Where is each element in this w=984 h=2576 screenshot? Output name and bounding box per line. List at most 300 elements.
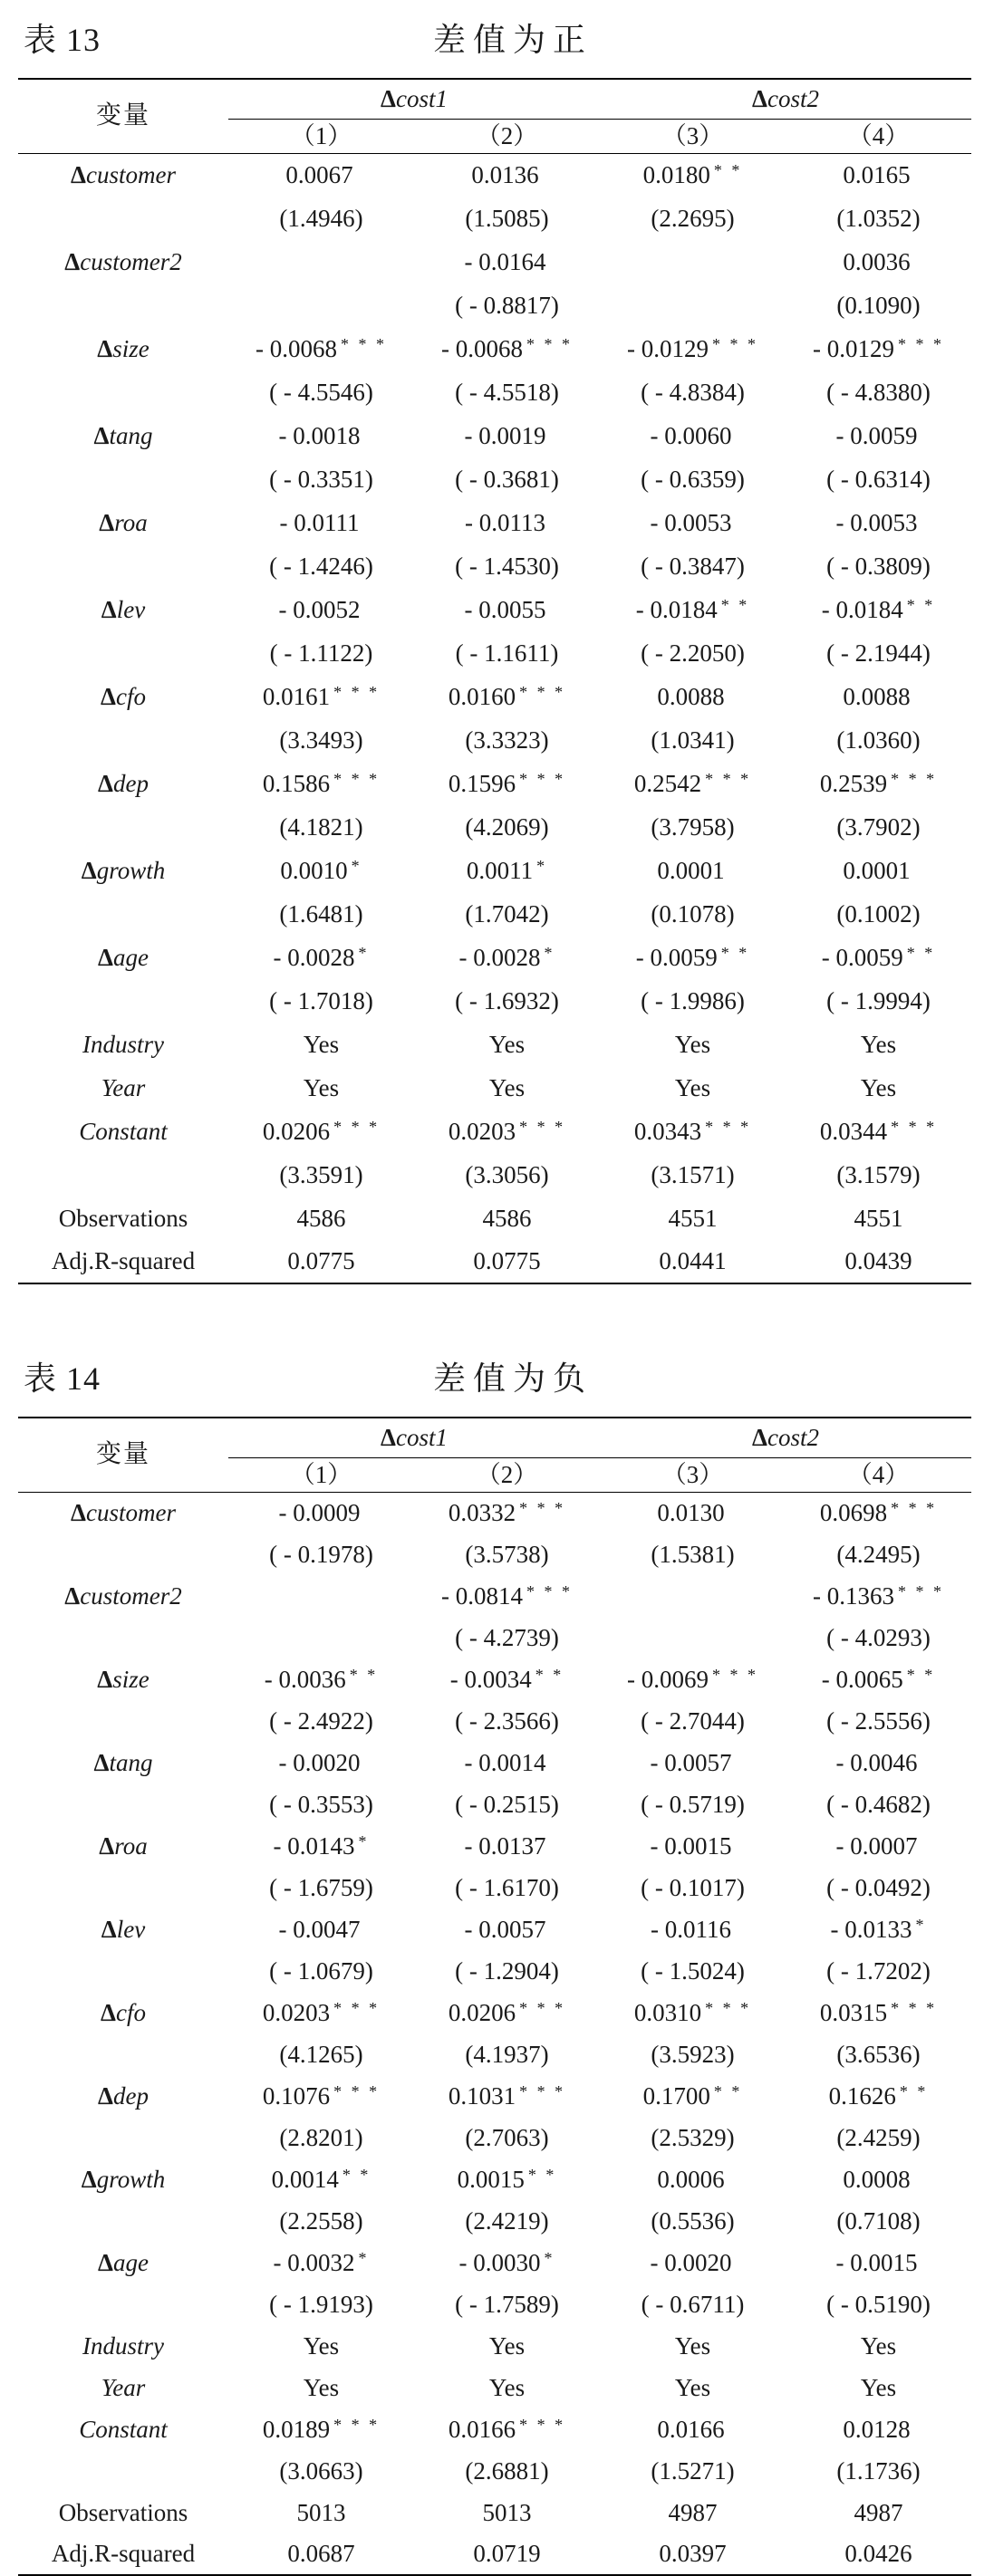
coef-value: 0.0203	[262, 1999, 331, 2026]
coef-value: 0.1031	[448, 2082, 516, 2110]
table-row	[18, 2158, 971, 2200]
coef-value: - 0.0068	[256, 335, 337, 362]
t-stat-cell: (2.2695)	[651, 204, 735, 232]
coef-cell	[228, 936, 414, 979]
t-stat-cell: (2.4219)	[465, 2206, 549, 2235]
coef-value: - 0.0034	[449, 1666, 532, 1693]
coef-cell	[786, 2408, 971, 2450]
coef-value: 0.0165	[843, 161, 911, 189]
row-label-empty	[18, 2117, 228, 2158]
coef-cell	[600, 588, 786, 631]
coef-value: 0.2542	[633, 770, 702, 797]
significance-stars: * *	[342, 2166, 371, 2184]
t-stat-cell: (1.5271)	[651, 2456, 735, 2485]
row-label-empty	[18, 457, 228, 501]
significance-stars: * * *	[519, 1499, 566, 1518]
coef-cell	[228, 1110, 414, 1153]
t-stat-cell: ( - 1.4246)	[269, 552, 373, 580]
t-stat-cell: (0.1002)	[836, 899, 921, 928]
coef-cell	[228, 2158, 414, 2200]
row-label: Δcustomer2	[64, 1581, 182, 1610]
coef-cell	[414, 2158, 600, 2200]
t-stat-cell: (3.3493)	[279, 726, 363, 754]
coef-value: - 0.0059	[635, 944, 718, 971]
coef-cell	[228, 1742, 414, 1783]
coef-value: 0.0203	[448, 1118, 516, 1145]
coef-value: - 0.0060	[650, 422, 732, 449]
coef-value: 0.1700	[642, 2082, 710, 2110]
table-row	[18, 1575, 971, 1617]
coef-value: - 0.0116	[651, 1916, 731, 1943]
coef-cell	[414, 2408, 600, 2450]
coef-value: 0.0166	[448, 2416, 516, 2443]
t-stat-cell: ( - 1.2904)	[455, 1956, 559, 1985]
coef-value: 0.0001	[657, 857, 725, 884]
coef-cell	[600, 1575, 786, 1617]
coef-cell	[414, 936, 600, 979]
significance-stars: * *	[527, 2166, 557, 2184]
table-number: 表 14	[24, 1360, 101, 1397]
fixed-effect-cell: Yes	[860, 2373, 897, 2401]
significance-stars: * * *	[519, 770, 566, 788]
coef-cell	[228, 1908, 414, 1950]
t-stat-cell: ( - 0.8817)	[455, 291, 559, 319]
t-stat-cell: (1.6481)	[279, 899, 363, 928]
significance-stars: * * *	[898, 1582, 944, 1600]
table-row	[18, 197, 971, 240]
t-stat-cell: (2.4259)	[836, 2123, 921, 2151]
table-row	[18, 1153, 971, 1197]
coef-cell	[600, 1908, 786, 1950]
row-label: Constant	[79, 2415, 168, 2443]
coef-value: 0.1076	[262, 2082, 331, 2110]
observations-cell: 4586	[482, 1204, 532, 1232]
table-row	[18, 457, 971, 501]
significance-stars: * *	[535, 1666, 564, 1684]
table-row	[18, 892, 971, 936]
coef-cell	[414, 1575, 600, 1617]
coef-cell	[786, 1110, 971, 1153]
coef-value: - 0.0057	[464, 1916, 546, 1943]
t-stat-cell: (4.1937)	[465, 2040, 549, 2068]
coef-cell	[786, 1658, 971, 1700]
t-stat-cell: (1.5085)	[465, 204, 549, 232]
t-stat-cell: (3.1571)	[651, 1160, 735, 1188]
table-row	[18, 675, 971, 718]
coef-cell	[786, 2075, 971, 2117]
coef-cell	[228, 849, 414, 892]
table-row	[18, 588, 971, 631]
table-row	[18, 805, 971, 849]
row-label: Δsize	[97, 334, 150, 362]
coef-cell	[414, 1825, 600, 1867]
significance-stars: * * *	[891, 1499, 938, 1518]
coef-cell	[414, 327, 600, 370]
significance-stars: * *	[713, 2082, 743, 2100]
row-label-empty	[18, 1950, 228, 1992]
coef-value: 0.0206	[262, 1118, 331, 1145]
coef-cell	[786, 1825, 971, 1867]
fixed-effect-cell: Yes	[674, 2373, 711, 2401]
coef-cell	[786, 1742, 971, 1783]
coef-value: 0.1586	[262, 770, 331, 797]
t-stat-cell: ( - 0.5190)	[826, 2290, 931, 2318]
coef-value: 0.0088	[657, 683, 725, 710]
coef-value: - 0.0164	[464, 248, 546, 275]
row-label: Δtang	[93, 421, 153, 449]
t-stat-cell: ( - 0.6359)	[641, 465, 745, 493]
significance-stars: *	[536, 857, 548, 875]
coef-cell	[786, 1575, 971, 1617]
coef-value: 0.0344	[819, 1118, 888, 1145]
coef-cell	[600, 762, 786, 805]
coef-cell	[600, 414, 786, 457]
t-stat-cell: ( - 2.3566)	[455, 1706, 559, 1735]
table-row	[18, 2200, 971, 2242]
table-row	[18, 2033, 971, 2075]
coef-cell	[414, 1992, 600, 2033]
coef-cell	[228, 675, 414, 718]
significance-stars: * * *	[705, 1118, 752, 1136]
coef-value: - 0.0052	[278, 596, 361, 623]
coef-value: 0.0698	[819, 1499, 888, 1527]
adj-r2-cell: 0.0775	[287, 1247, 355, 1274]
t-stat-cell: ( - 1.1611)	[455, 639, 559, 667]
coef-cell	[414, 1110, 600, 1153]
significance-stars: * * *	[333, 2416, 381, 2434]
adj-r2-cell: 0.0687	[287, 2540, 355, 2567]
coef-value: 0.1596	[448, 770, 516, 797]
row-label-empty	[18, 2283, 228, 2325]
t-stat-cell: ( - 0.2515)	[455, 1790, 559, 1818]
row-label: Δdep	[98, 2081, 149, 2110]
significance-stars: * * *	[891, 1999, 938, 2017]
coef-value: - 0.0009	[278, 1499, 361, 1527]
row-label: Δcfo	[101, 1998, 146, 2026]
t-stat-cell: (2.8201)	[279, 2123, 363, 2151]
group-header-cost2: Δcost2	[600, 1418, 971, 1457]
row-label: Year	[101, 1073, 146, 1101]
coef-value: 0.0015	[457, 2166, 525, 2193]
coef-value: - 0.1363	[813, 1582, 894, 1610]
t-stat-cell: ( - 4.8380)	[826, 378, 931, 406]
coef-cell	[600, 2075, 786, 2117]
row-label: Δtang	[93, 1748, 153, 1776]
t-stat-cell: ( - 1.9986)	[641, 986, 745, 1014]
t-stat-cell: (3.5923)	[651, 2040, 735, 2068]
coef-cell	[786, 2158, 971, 2200]
significance-stars: * *	[899, 2082, 929, 2100]
table-row	[18, 1023, 971, 1066]
t-stat-cell: ( - 0.6711)	[641, 2290, 745, 2318]
significance-stars: *	[358, 1832, 370, 1850]
coef-value: 0.0180	[642, 161, 710, 189]
t-stat-cell	[228, 1617, 414, 1658]
table-row	[18, 1992, 971, 2033]
coef-value: - 0.0046	[835, 1749, 918, 1776]
significance-stars: * * *	[526, 335, 573, 353]
significance-stars: *	[358, 944, 370, 962]
t-stat-cell: ( - 2.2050)	[641, 639, 745, 667]
coef-cell	[786, 240, 971, 284]
coef-cell	[228, 1575, 414, 1617]
coef-cell	[414, 675, 600, 718]
t-stat-cell: ( - 4.0293)	[826, 1623, 931, 1651]
coef-value: - 0.0057	[650, 1749, 732, 1776]
row-label: Adj.R-squared	[51, 2540, 196, 2567]
table-row	[18, 1908, 971, 1950]
table-row	[18, 1867, 971, 1908]
coef-value: 0.0160	[448, 683, 516, 710]
row-label-empty	[18, 1533, 228, 1575]
t-stat-cell: (1.0352)	[836, 204, 921, 232]
t-stat-cell: ( - 0.3553)	[269, 1790, 373, 1818]
t-stat-cell: ( - 1.6932)	[455, 986, 559, 1014]
row-label: Δroa	[99, 508, 148, 536]
fixed-effect-cell: Yes	[488, 2331, 526, 2360]
t-stat-cell	[600, 284, 786, 327]
row-label-empty	[18, 718, 228, 762]
significance-stars: * * *	[333, 2082, 381, 2100]
coef-cell	[228, 240, 414, 284]
fixed-effect-cell: Yes	[488, 1073, 526, 1101]
t-stat-cell: ( - 1.7202)	[826, 1956, 931, 1985]
coef-value: - 0.0014	[464, 1749, 546, 1776]
table-row	[18, 1240, 971, 1283]
t-stat-cell: (0.7108)	[836, 2206, 921, 2235]
coef-cell	[228, 1825, 414, 1867]
t-stat-cell: ( - 1.7589)	[455, 2290, 559, 2318]
coef-value: - 0.0129	[813, 335, 894, 362]
coef-value: 0.0128	[843, 2416, 911, 2443]
coef-value: - 0.0814	[441, 1582, 523, 1610]
table-row	[18, 1110, 971, 1153]
t-stat-cell: ( - 4.5518)	[455, 378, 559, 406]
coef-cell	[786, 762, 971, 805]
coef-value: - 0.0069	[627, 1666, 709, 1693]
t-stat-cell: (1.5381)	[651, 1540, 735, 1568]
coef-cell	[786, 849, 971, 892]
coef-value: 0.0136	[471, 161, 539, 189]
t-stat-cell: ( - 4.2739)	[455, 1623, 559, 1651]
coef-value: 0.0008	[843, 2166, 911, 2193]
coef-cell	[600, 501, 786, 544]
significance-stars: * * *	[712, 1666, 758, 1684]
coef-cell	[786, 588, 971, 631]
variable-header: 变量	[95, 1440, 150, 1469]
coef-cell	[600, 1110, 786, 1153]
coef-cell	[228, 2075, 414, 2117]
t-stat-cell: ( - 1.6170)	[455, 1873, 559, 1901]
row-label: Industry	[82, 2331, 164, 2360]
table-name: 差值为负	[432, 1360, 593, 1397]
coef-value: 0.0161	[262, 683, 331, 710]
significance-stars: * * *	[333, 1118, 381, 1136]
coef-value: 0.0001	[843, 857, 911, 884]
significance-stars: * * *	[519, 683, 566, 701]
column-header: （1）	[290, 121, 352, 149]
column-header: （4）	[847, 121, 910, 149]
table-row	[18, 1066, 971, 1110]
coef-cell	[600, 327, 786, 370]
coef-value: - 0.0053	[835, 509, 918, 536]
coef-value: - 0.0020	[278, 1749, 361, 1776]
row-label: Δage	[98, 943, 149, 971]
coef-cell	[228, 327, 414, 370]
fixed-effect-cell: Yes	[303, 2373, 340, 2401]
coef-cell	[786, 153, 971, 197]
t-stat-cell: (3.0663)	[279, 2456, 363, 2485]
fixed-effect-cell: Yes	[488, 1030, 526, 1058]
fixed-effect-cell: Yes	[674, 2331, 711, 2360]
t-stat-cell: ( - 2.4922)	[269, 1706, 373, 1735]
row-label: Δlev	[101, 1915, 146, 1943]
t-stat-cell: ( - 4.8384)	[641, 378, 745, 406]
significance-stars: *	[915, 1916, 927, 1934]
table-row	[18, 370, 971, 414]
fixed-effect-cell: Yes	[674, 1073, 711, 1101]
t-stat-cell: (4.1821)	[279, 812, 363, 841]
row-label-empty	[18, 2200, 228, 2242]
coef-cell	[786, 327, 971, 370]
group-header-cost2: Δcost2	[600, 79, 971, 119]
coef-cell	[414, 762, 600, 805]
adj-r2-cell: 0.0439	[844, 1247, 912, 1274]
significance-stars: * *	[906, 1666, 936, 1684]
coef-cell	[414, 240, 600, 284]
t-stat-cell: (2.7063)	[465, 2123, 549, 2151]
coef-value: 0.0014	[271, 2166, 339, 2193]
table-row	[18, 631, 971, 675]
row-label: Constant	[79, 1117, 168, 1145]
fixed-effect-cell: Yes	[303, 2331, 340, 2360]
coef-cell	[600, 936, 786, 979]
t-stat-cell: ( - 1.7018)	[269, 986, 373, 1014]
coef-cell	[600, 240, 786, 284]
coef-cell	[228, 2408, 414, 2450]
table-row	[18, 762, 971, 805]
column-header: （1）	[290, 1460, 352, 1488]
coef-cell	[786, 1992, 971, 2033]
coef-value: - 0.0129	[627, 335, 709, 362]
coef-value: - 0.0028	[273, 944, 355, 971]
row-label: Year	[101, 2373, 146, 2401]
t-stat-cell: (4.2495)	[836, 1540, 921, 1568]
coef-value: - 0.0111	[279, 509, 360, 536]
coef-value: - 0.0028	[458, 944, 541, 971]
t-stat-cell: (2.6881)	[465, 2456, 549, 2485]
row-label: Δcfo	[101, 682, 146, 710]
significance-stars: * * *	[898, 335, 944, 353]
coef-value: 0.0332	[448, 1499, 516, 1527]
t-stat-cell: (2.5329)	[651, 2123, 735, 2151]
table-row	[18, 1742, 971, 1783]
coef-cell	[414, 1908, 600, 1950]
table-row	[18, 1492, 971, 1533]
significance-stars: * * *	[519, 2082, 566, 2100]
coef-value: 0.0036	[843, 248, 911, 275]
row-label: Δlev	[101, 595, 146, 623]
row-label-empty	[18, 2450, 228, 2492]
coef-value: - 0.0059	[835, 422, 918, 449]
coef-value: - 0.0143	[273, 1832, 355, 1860]
fixed-effect-cell: Yes	[303, 1030, 340, 1058]
coef-cell	[786, 1908, 971, 1950]
fixed-effect-cell: Yes	[488, 2373, 526, 2401]
table-row	[18, 1658, 971, 1700]
coef-cell	[228, 501, 414, 544]
table-row	[18, 2367, 971, 2408]
coef-value: - 0.0113	[465, 509, 545, 536]
t-stat-cell: (3.7902)	[836, 812, 921, 841]
coef-value: - 0.0007	[835, 1832, 918, 1860]
table-row	[18, 1197, 971, 1240]
row-label-empty	[18, 197, 228, 240]
t-stat-cell: (1.4946)	[279, 204, 363, 232]
coef-value: 0.0343	[633, 1118, 702, 1145]
coef-cell	[786, 1492, 971, 1533]
table-number: 表 13	[24, 22, 101, 58]
table-row	[18, 1700, 971, 1742]
adj-r2-cell: 0.0397	[659, 2540, 727, 2567]
coef-value: - 0.0015	[650, 1832, 732, 1860]
t-stat-cell: ( - 0.3847)	[641, 552, 745, 580]
row-label: Δdep	[98, 769, 149, 797]
t-stat-cell: (0.1090)	[836, 291, 921, 319]
coef-cell	[600, 2408, 786, 2450]
row-label: Observations	[58, 1204, 188, 1232]
table-row	[18, 2450, 971, 2492]
t-stat-cell: (0.1078)	[651, 899, 735, 928]
significance-stars: * * *	[333, 1999, 381, 2017]
table-row	[18, 2492, 971, 2533]
fixed-effect-cell: Yes	[674, 1030, 711, 1058]
column-header: （2）	[476, 1460, 538, 1488]
table-row	[18, 979, 971, 1023]
coef-cell	[228, 153, 414, 197]
table-row	[18, 284, 971, 327]
table-13-title	[18, 7, 971, 62]
column-header: （3）	[661, 121, 724, 149]
significance-stars: * * *	[712, 335, 758, 353]
significance-stars: * * *	[519, 2416, 566, 2434]
coef-value: - 0.0053	[650, 509, 732, 536]
significance-stars: * *	[349, 1666, 379, 1684]
adj-r2-cell: 0.0775	[473, 1247, 541, 1274]
t-stat-cell: ( - 1.0679)	[269, 1956, 373, 1985]
table-row	[18, 718, 971, 762]
observations-cell: 4551	[854, 1204, 903, 1232]
significance-stars: * * *	[891, 770, 938, 788]
coef-value: - 0.0019	[464, 422, 546, 449]
table-name: 差值为正	[432, 22, 593, 58]
row-label-empty	[18, 805, 228, 849]
coef-cell	[414, 849, 600, 892]
significance-stars: *	[351, 857, 362, 875]
row-label-empty	[18, 2033, 228, 2075]
coef-cell	[600, 1658, 786, 1700]
row-label: Adj.R-squared	[51, 1247, 196, 1274]
variable-header: 变量	[95, 101, 150, 130]
table-row	[18, 240, 971, 284]
row-label: Δcustomer	[71, 160, 176, 188]
row-label: Δage	[98, 2248, 149, 2276]
coef-cell	[600, 1742, 786, 1783]
observations-cell: 5013	[482, 2498, 532, 2526]
table-row	[18, 2283, 971, 2325]
coef-value: 0.0130	[657, 1499, 725, 1527]
t-stat-cell: ( - 1.1122)	[269, 639, 373, 667]
